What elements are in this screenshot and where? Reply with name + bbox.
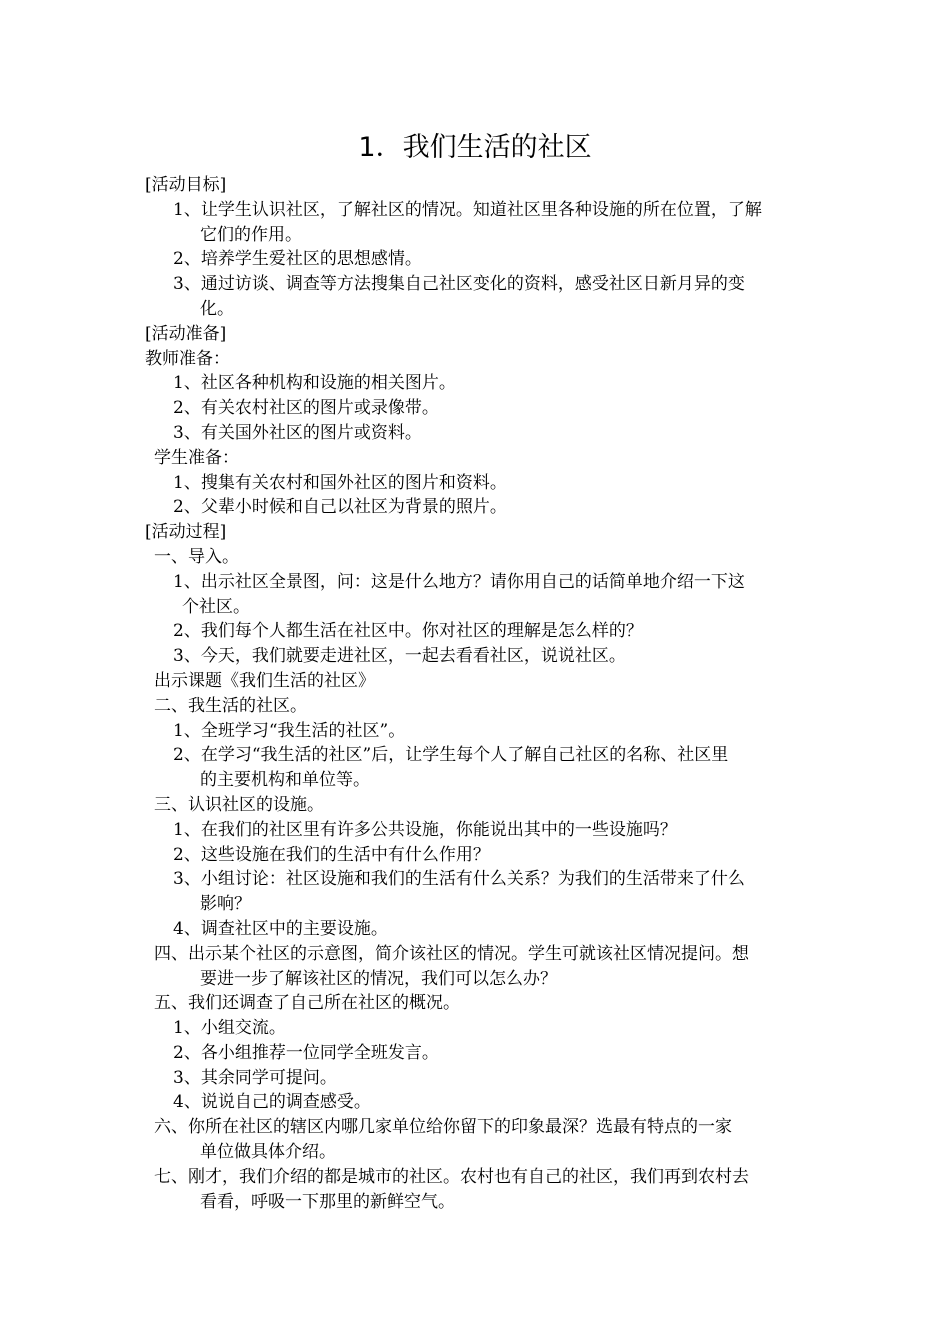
text-line: 3、小组讨论：社区设施和我们的生活有什么关系？为我们的生活带来了什么 <box>173 869 745 890</box>
text-line: 五、我们还调查了自己所在社区的概况。 <box>154 993 460 1014</box>
text-line: 单位做具体介绍。 <box>200 1142 336 1163</box>
text-line: 化。 <box>200 298 234 319</box>
text-line: [活动准备] <box>145 323 227 344</box>
text-line: 2、父辈小时候和自己以社区为背景的照片。 <box>173 497 507 518</box>
text-line: 七、刚才，我们介绍的都是城市的社区。农村也有自己的社区，我们再到农村去 <box>154 1166 749 1187</box>
text-line: 1、出示社区全景图，问：这是什么地方？请你用自己的话简单地介绍一下这 <box>173 571 745 592</box>
text-line: 一、导入。 <box>154 546 239 567</box>
text-line: 1、全班学习“我生活的社区”。 <box>173 720 406 741</box>
text-line: 四、出示某个社区的示意图，简介该社区的情况。学生可就该社区情况提问。想 <box>154 943 749 964</box>
text-line: 3、通过访谈、调查等方法搜集自己社区变化的资料，感受社区日新月异的变 <box>173 274 745 295</box>
text-line: 2、培养学生爱社区的思想感情。 <box>173 249 422 270</box>
text-line: 1、让学生认识社区，了解社区的情况。知道社区里各种设施的所在位置，了解 <box>173 199 762 220</box>
text-line: 2、我们每个人都生活在社区中。你对社区的理解是怎么样的？ <box>173 621 643 642</box>
text-line: 学生准备： <box>154 447 239 468</box>
text-line: 3、今天，我们就要走进社区，一起去看看社区，说说社区。 <box>173 646 626 667</box>
text-line: 3、有关国外社区的图片或资料。 <box>173 422 422 443</box>
text-line: 3、其余同学可提问。 <box>173 1067 337 1088</box>
text-line: 要进一步了解该社区的情况，我们可以怎么办？ <box>200 968 557 989</box>
text-line: 六、你所在社区的辖区内哪几家单位给你留下的印象最深？选最有特点的一家 <box>154 1117 732 1138</box>
text-line: 三、认识社区的设施。 <box>154 794 324 815</box>
text-line: 教师准备： <box>145 348 230 369</box>
text-line: 4、说说自己的调查感受。 <box>173 1092 371 1113</box>
text-line: 的主要机构和单位等。 <box>200 770 370 791</box>
text-line: 它们的作用。 <box>200 224 302 245</box>
text-line: [活动过程] <box>145 522 227 543</box>
text-line: 2、各小组推荐一位同学全班发言。 <box>173 1042 439 1063</box>
text-line: 1、社区各种机构和设施的相关图片。 <box>173 373 456 394</box>
text-line: 2、在学习“我生活的社区”后，让学生每个人了解自己社区的名称、社区里 <box>173 745 729 766</box>
page-title: 1．我们生活的社区 <box>358 132 592 163</box>
document-body <box>0 173 950 1214</box>
text-line: 看看，呼吸一下那里的新鲜空气。 <box>200 1191 455 1212</box>
text-line: 1、小组交流。 <box>173 1018 286 1039</box>
text-line: 2、有关农村社区的图片或录像带。 <box>173 398 439 419</box>
text-line: 1、在我们的社区里有许多公共设施，你能说出其中的一些设施吗？ <box>173 819 677 840</box>
text-line: [活动目标] <box>145 175 227 195</box>
text-line: 1、搜集有关农村和国外社区的图片和资料。 <box>173 472 507 493</box>
text-line: 影响？ <box>200 894 251 915</box>
text-line: 个社区。 <box>182 596 250 617</box>
text-line: 二、我生活的社区。 <box>154 695 307 716</box>
text-line: 2、这些设施在我们的生活中有什么作用？ <box>173 844 490 865</box>
text-line: 出示课题《我们生活的社区》 <box>154 670 375 691</box>
text-line: 4、调查社区中的主要设施。 <box>173 918 388 939</box>
